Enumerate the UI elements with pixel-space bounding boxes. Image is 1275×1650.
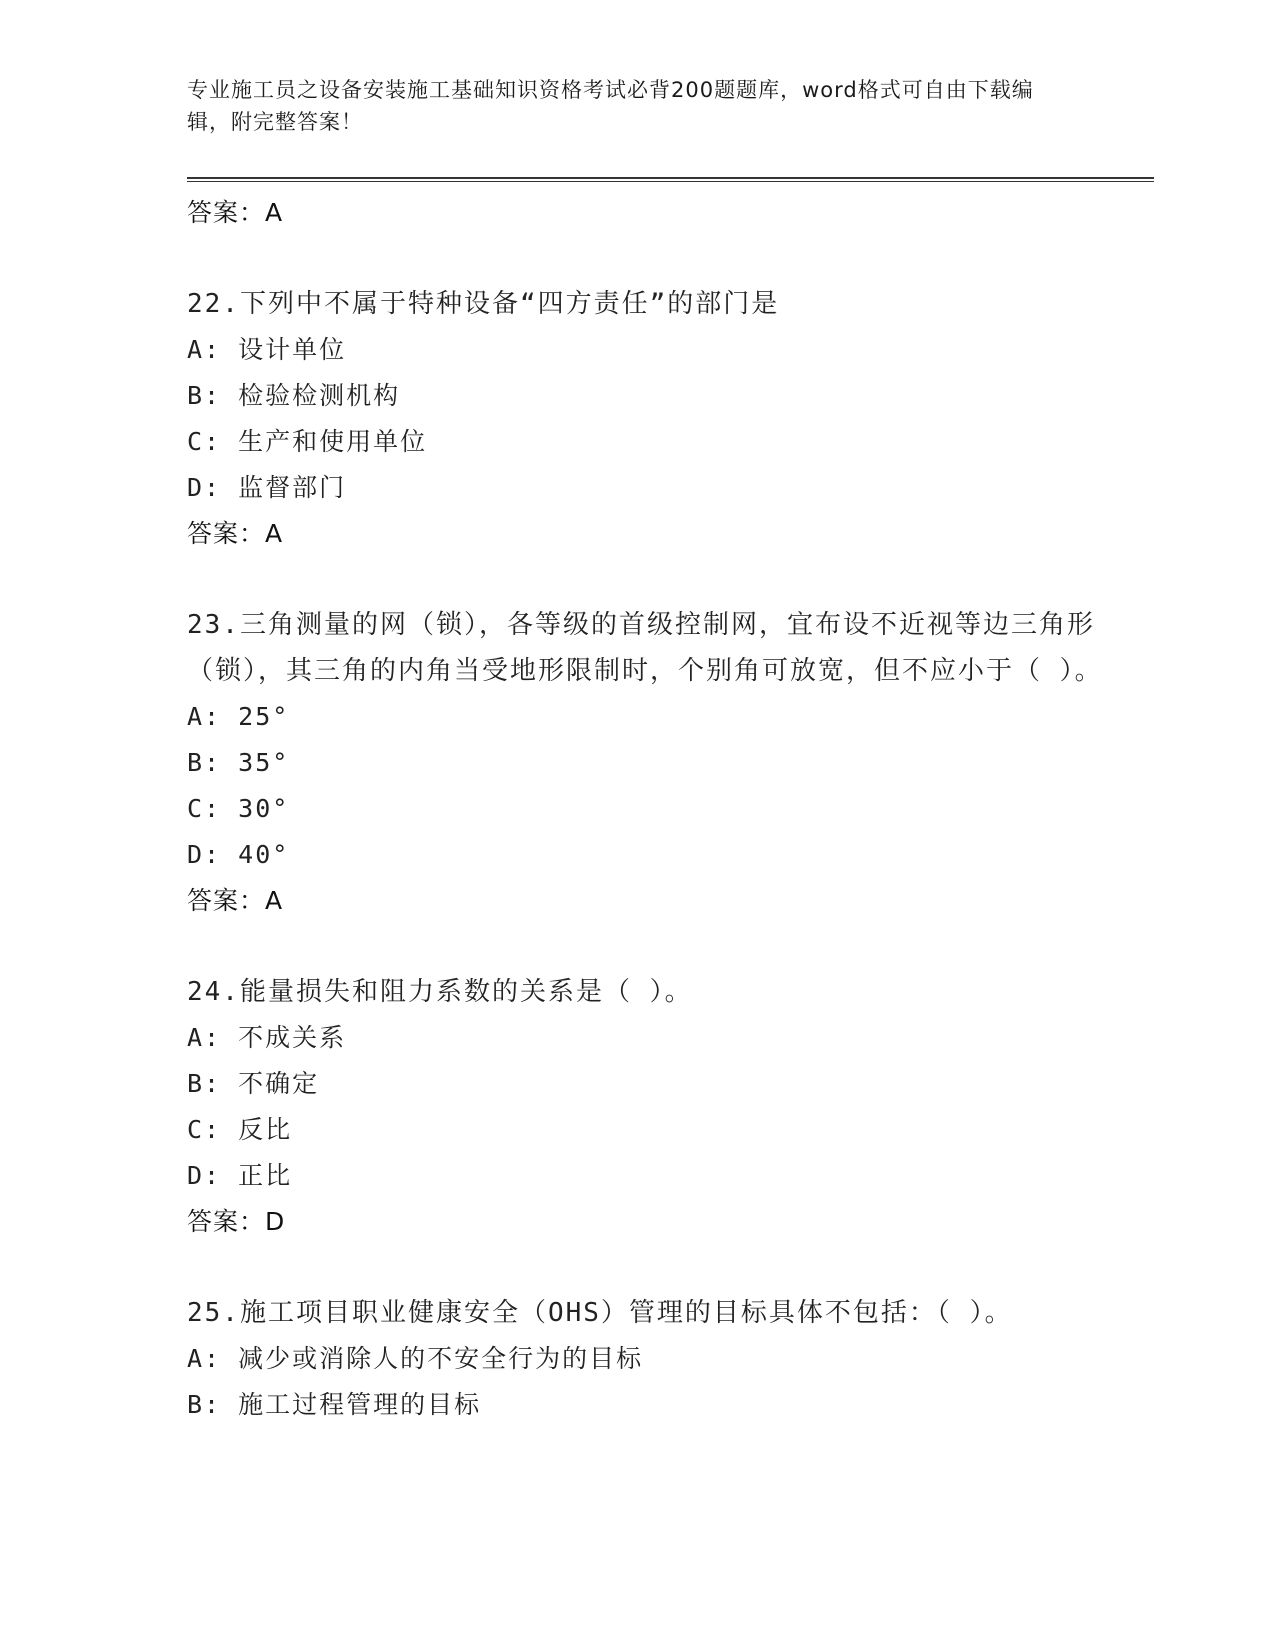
option-d: D: 40° (187, 840, 290, 869)
question-block (187, 602, 1107, 924)
option-d: D: 正比 (187, 1161, 293, 1190)
option-c: C: 反比 (187, 1115, 293, 1144)
question-text: 24.能量损失和阻力系数的关系是（ ）。 (187, 977, 693, 1007)
option-b: B: 检验检测机构 (187, 381, 401, 410)
question-block (187, 969, 1107, 1245)
header-divider (187, 177, 1154, 182)
option-c: C: 30° (187, 794, 290, 823)
option-b: B: 不确定 (187, 1069, 320, 1098)
option-a: A: 不成关系 (187, 1023, 347, 1052)
option-b: B: 35° (187, 748, 290, 777)
option-a: A: 减少或消除人的不安全行为的目标 (187, 1344, 644, 1373)
spacer (187, 924, 1107, 969)
option-d: D: 监督部门 (187, 473, 347, 502)
option-c: C: 生产和使用单位 (187, 427, 428, 456)
spacer (187, 1245, 1107, 1290)
question-text: 22.下列中不属于特种设备“四方责任”的部门是 (187, 289, 780, 319)
question-text: 23.三角测量的网（锁），各等级的首级控制网，宜布设不近视等边三角形（锁），其三角的内角当受地形限制时，个别角可放宽，但不应小于（ ）。 (187, 610, 1103, 686)
spacer (187, 236, 1107, 281)
option-a: A: 设计单位 (187, 335, 347, 364)
answer-line: 答案：D (187, 1207, 286, 1236)
answer-line: 答案：A (187, 519, 284, 548)
question-text: 25.施工项目职业健康安全（OHS）管理的目标具体不包括：（ ）。 (187, 1298, 1013, 1328)
option-b: B: 施工过程管理的目标 (187, 1390, 482, 1419)
page-header: 专业施工员之设备安装施工基础知识资格考试必背200题题库，word格式可自由下载编辑，附完整答案！ (187, 78, 1034, 134)
question-block (187, 281, 1107, 557)
answer-line: 答案：A (187, 198, 284, 227)
answer-line: 答案：A (187, 886, 284, 915)
question-list (187, 190, 1107, 1428)
spacer (187, 557, 1107, 602)
question-block (187, 1290, 1107, 1428)
option-a: A: 25° (187, 702, 290, 731)
